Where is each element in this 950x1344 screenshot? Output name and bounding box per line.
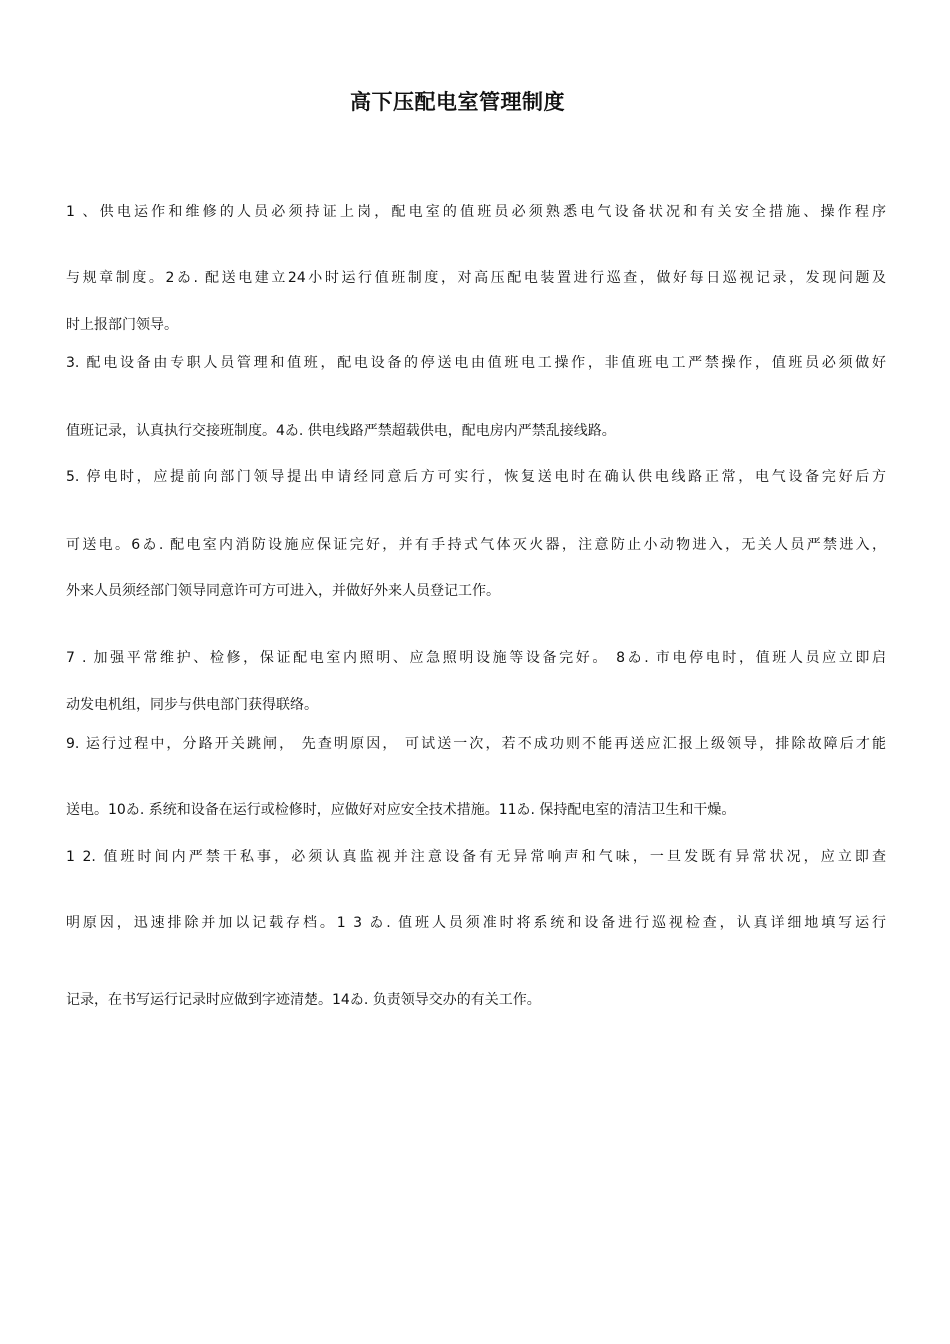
text-line: 3. 配电设备由专职人员管理和值班，配电设备的停送电由值班电工操作，非值班电工严禁操作，值班员必须做好	[66, 355, 886, 371]
text-line: 7 . 加强平常维护、检修，保证配电室内照明、应急照明设施等设备完好。 8ゐ. 市电停电时，值班人员应立即启	[66, 650, 886, 666]
text-line: 1 2. 值班时间内严禁干私事，必须认真监视并注意设备有无异常响声和气味，一旦发既有异常状况，应立即查	[66, 849, 886, 865]
text-line: 时上报部门领导。	[66, 317, 178, 333]
text-line: 明原因，迅速排除并加以记载存档。1 3 ゐ. 值班人员须准时将系统和设备进行巡视检查，认真详细地填写运行	[66, 915, 886, 931]
text-line: 外来人员须经部门领导同意许可方可进入，并做好外来人员登记工作。	[66, 583, 500, 599]
document-title: 高下压配电室管理制度	[350, 90, 565, 114]
text-line: 1 、供电运作和维修的人员必须持证上岗，配电室的值班员必须熟悉电气设备状况和有关安全措施、操作程序	[66, 204, 886, 220]
text-line: 9. 运行过程中，分路开关跳闸， 先查明原因， 可试送一次，若不成功则不能再送应汇报上级领导，排除故障后才能	[66, 736, 886, 752]
text-line: 记录，在书写运行记录时应做到字迹清楚。14ゐ. 负责领导交办的有关工作。	[66, 992, 541, 1008]
text-line: 动发电机组，同步与供电部门获得联络。	[66, 697, 318, 713]
text-line: 值班记录，认真执行交接班制度。4ゐ. 供电线路严禁超载供电，配电房内严禁乱接线路。	[66, 423, 616, 439]
text-line: 可送电。6ゐ. 配电室内消防设施应保证完好，并有手持式气体灭火器，注意防止小动物进入，无关人员严禁进入，	[66, 537, 886, 553]
text-line: 5. 停电时，应提前向部门领导提出申请经同意后方可实行，恢复送电时在确认供电线路正常，电气设备完好后方	[66, 469, 886, 485]
text-line: 与规章制度。2ゐ. 配送电建立24小时运行值班制度，对高压配电装置进行巡查，做好每日巡视记录，发现问题及	[66, 270, 886, 286]
text-line: 送电。10ゐ. 系统和设备在运行或检修时，应做好对应安全技术措施。11ゐ. 保持配电室的清洁卫生和干燥。	[66, 802, 736, 818]
